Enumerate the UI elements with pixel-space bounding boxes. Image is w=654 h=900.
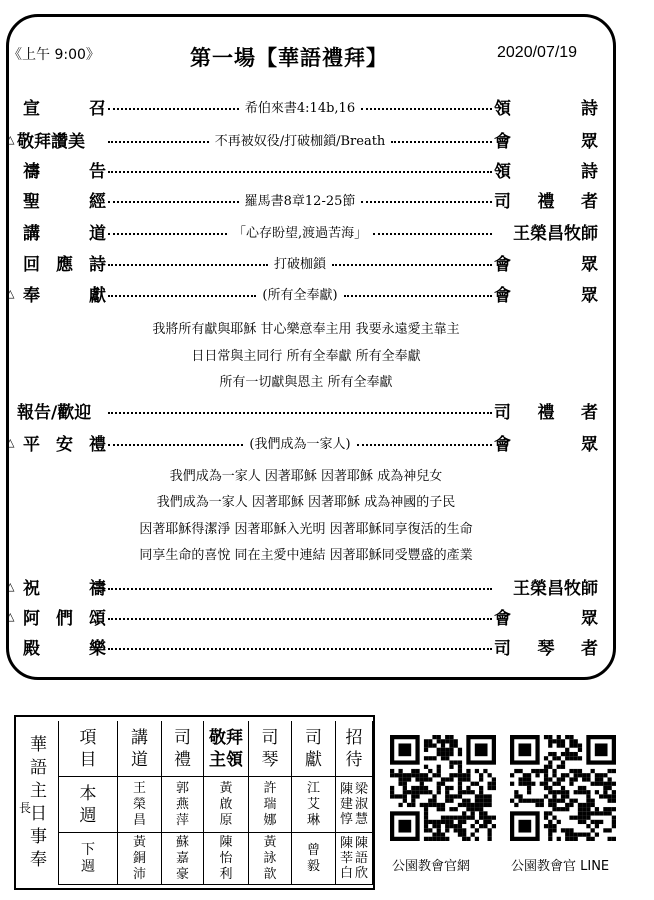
item-name-text: [17, 94, 106, 119]
this-week-person: [204, 777, 249, 833]
cell-char: 莘: [339, 851, 353, 866]
title-char: 主: [30, 781, 47, 801]
this-week-person: [249, 777, 292, 833]
cell-char: 利: [219, 866, 233, 882]
cell-char: 陳: [339, 782, 353, 797]
role-char: 司: [494, 638, 511, 659]
dot-leader: [108, 264, 268, 266]
item-detail-text: 羅馬書8章12-25節: [244, 193, 356, 209]
name-char: 禱: [89, 578, 106, 599]
dot-leader: [108, 141, 209, 143]
dot-leader: [108, 618, 492, 620]
item-detail: [106, 253, 494, 272]
role-char: 司: [494, 191, 511, 212]
cell-char: 詠: [263, 850, 277, 866]
duty-header: [249, 721, 292, 777]
order-row: [6, 94, 598, 118]
order-row: [6, 250, 598, 274]
cell-char: 梁: [355, 782, 369, 797]
cell-char: 講: [131, 727, 148, 748]
next-week-person: [162, 833, 204, 885]
duty-header: [118, 721, 162, 777]
cell-char: 白: [339, 866, 353, 881]
this-week-person: [118, 777, 162, 833]
cell-char: 曾: [306, 842, 320, 858]
name-char: 平: [23, 434, 40, 455]
next-week-person: [204, 833, 249, 885]
item-role: [494, 94, 598, 119]
cell-char: 豪: [175, 866, 189, 882]
dot-leader: [108, 233, 227, 235]
cell-char: 娜: [263, 812, 277, 828]
usher-name: [354, 782, 369, 827]
name-char: 敬拜讚美: [17, 131, 85, 152]
item-name: [6, 574, 106, 599]
item-detail: [106, 190, 494, 209]
name-char: 殿: [23, 638, 40, 659]
dot-leader: [373, 233, 492, 235]
cell-char: 歆: [263, 866, 277, 882]
dot-leader: [391, 141, 492, 143]
role-char: 眾: [581, 434, 598, 455]
cell-char: 蘇: [175, 834, 189, 850]
name-char: 們: [56, 608, 73, 629]
cell-char: 燕: [175, 796, 189, 812]
cell-char: 毅: [306, 858, 320, 874]
qr-code-icon[interactable]: [510, 735, 616, 841]
role-char: 王榮昌牧師: [513, 223, 598, 244]
role-char: 眾: [581, 608, 598, 629]
title-char: 事: [30, 827, 47, 847]
duty-header: [162, 721, 204, 777]
qr-caption-website: 公園教會官網: [392, 859, 471, 874]
dot-leader: [108, 648, 492, 650]
role-char: 領: [494, 161, 511, 182]
dot-leader: [361, 108, 492, 110]
cell-char: 司: [174, 727, 191, 748]
dot-leader: [357, 444, 492, 446]
cell-char: 沛: [132, 866, 146, 882]
cell-char: 瑞: [263, 796, 277, 812]
triangle-marker-icon: △: [6, 579, 15, 593]
name-char: 道: [89, 223, 106, 244]
dot-leader: [108, 412, 492, 414]
cell-char: 惇: [339, 812, 353, 827]
name-char: 奉: [23, 285, 40, 306]
cell-char: 許: [263, 780, 277, 796]
page-title: 第一場【華語禮拜】: [190, 46, 388, 70]
cell-char: 待: [345, 749, 363, 770]
order-row: [6, 430, 598, 454]
qr-code-icon[interactable]: [390, 735, 496, 841]
item-name: [6, 250, 106, 275]
dot-leader: [108, 108, 239, 110]
cell-char: 江: [306, 780, 320, 796]
item-name: [6, 219, 106, 244]
cell-char: 啟: [219, 796, 233, 812]
qr-caption-line: 公園教會官 LINE: [511, 859, 610, 874]
name-char: 阿: [23, 608, 40, 629]
cell-char: 項: [79, 727, 97, 748]
service-time: 《上午 9:00》: [8, 47, 100, 63]
item-role: [494, 219, 598, 244]
item-name: [6, 604, 106, 629]
cell-char: 陳: [355, 836, 369, 851]
cell-char: 黃: [132, 834, 146, 850]
order-row: [6, 398, 598, 422]
title-char: 奉: [30, 850, 47, 870]
triangle-marker-icon: △: [6, 435, 15, 449]
name-char: 聖: [23, 191, 40, 212]
cell-char: 黃: [219, 780, 233, 796]
cell-char: 怡: [219, 850, 233, 866]
cell-char: 建: [339, 797, 353, 812]
role-char: 司: [494, 402, 511, 423]
service-date: 2020/07/19: [497, 44, 578, 61]
item-name-text: [17, 250, 106, 275]
name-char: 安: [56, 434, 73, 455]
cell-char: 榮: [132, 796, 146, 812]
name-char: 祝: [23, 578, 40, 599]
item-name: [6, 187, 106, 212]
item-detail: [106, 433, 494, 452]
title-char: 華: [30, 735, 47, 755]
item-name: [6, 157, 106, 182]
dot-leader: [108, 588, 492, 590]
dot-leader: [108, 171, 492, 173]
name-char: 禱: [23, 161, 40, 182]
role-char: 者: [581, 191, 598, 212]
role-char: 眾: [581, 131, 598, 152]
item-detail: [106, 222, 494, 241]
item-name-text: [17, 604, 106, 629]
role-char: 會: [494, 254, 511, 275]
order-row: [6, 157, 598, 181]
role-char: 者: [581, 638, 598, 659]
title-tag: 長: [19, 801, 32, 815]
role-char: 眾: [581, 254, 598, 275]
lyric-line: 我們成為一家人 因著耶穌 因著耶穌 成為神國的子民: [156, 495, 456, 510]
item-detail-text: (所有全奉獻): [262, 287, 338, 303]
role-char: 禮: [537, 191, 555, 212]
cell-char: 禮: [174, 749, 191, 770]
role-char: 會: [494, 434, 511, 455]
cell-char: 陳: [219, 834, 233, 850]
role-char: 詩: [581, 161, 598, 182]
lyric-line: 同享生命的喜悅 同在主愛中連結 因著耶穌同受豐盛的產業: [139, 548, 473, 563]
usher-name: [354, 836, 369, 881]
duty-title: [19, 721, 59, 885]
item-name: [6, 127, 106, 152]
next-week-label: [59, 833, 118, 885]
triangle-marker-icon: △: [6, 132, 15, 146]
item-role: [494, 430, 598, 455]
order-row: [6, 127, 598, 151]
order-row: [6, 574, 598, 598]
role-char: 者: [581, 402, 598, 423]
cell-char: 嘉: [175, 850, 189, 866]
duty-table: [14, 715, 375, 890]
title-char: 語: [30, 758, 47, 778]
item-name-text: [17, 127, 106, 152]
triangle-marker-icon: △: [6, 286, 15, 300]
name-char: 告: [89, 161, 106, 182]
cell-char: 昌: [132, 812, 146, 828]
item-role: [494, 187, 598, 212]
usher-name: [339, 836, 354, 881]
usher-name: [339, 782, 354, 827]
role-char: 會: [494, 608, 511, 629]
usher-cell: [336, 833, 373, 885]
cell-char: 週: [79, 805, 97, 826]
cell-char: 黃: [263, 834, 277, 850]
name-char: 獻: [89, 285, 106, 306]
item-detail: [106, 97, 494, 116]
order-row: [6, 604, 598, 628]
triangle-marker-icon: △: [6, 609, 15, 623]
item-detail-text: 打破枷鎖: [274, 256, 327, 272]
item-name: [6, 634, 106, 659]
role-char: 會: [494, 131, 511, 152]
order-row: [6, 281, 598, 305]
item-detail: [106, 642, 494, 650]
name-char: 應: [56, 254, 73, 275]
cell-char: 萍: [175, 812, 189, 828]
lyric-line: 所有一切獻與恩主 所有全奉獻: [219, 375, 393, 390]
this-week-label: [59, 777, 118, 833]
role-char: 王榮昌牧師: [513, 578, 598, 599]
duty-header: [292, 721, 336, 777]
cell-char: 王: [132, 780, 146, 796]
item-detail-text: 希伯來書4:14b,16: [244, 100, 356, 116]
cell-char: 淑: [355, 797, 369, 812]
item-name: [6, 94, 106, 119]
duty-header: [204, 721, 249, 777]
dot-leader: [344, 295, 492, 297]
role-char: 詩: [581, 98, 598, 119]
order-row: [6, 219, 598, 243]
item-name: [6, 430, 106, 455]
next-week-person: [118, 833, 162, 885]
this-week-person: [162, 777, 204, 833]
role-char: 禮: [537, 402, 555, 423]
role-char: 會: [494, 285, 511, 306]
item-detail: [106, 284, 494, 303]
duty-header: [59, 721, 118, 777]
name-char: 回: [23, 254, 40, 275]
item-name-text: [17, 430, 106, 455]
next-week-person: [249, 833, 292, 885]
item-role: [494, 281, 598, 306]
duty-header: [336, 721, 373, 777]
usher-cell: [336, 777, 373, 833]
role-char: 琴: [537, 638, 555, 659]
cell-char: 招: [345, 727, 363, 748]
item-role: [494, 157, 598, 182]
name-char: 詩: [89, 254, 106, 275]
name-char: 頌: [89, 608, 106, 629]
item-detail: [106, 165, 494, 173]
item-detail: [106, 582, 494, 590]
dot-leader: [108, 444, 243, 446]
item-name-text: [17, 281, 106, 306]
item-name-text: [17, 398, 106, 423]
role-char: 領: [494, 98, 511, 119]
item-name-text: [17, 574, 106, 599]
cell-char: 本: [79, 783, 97, 804]
dot-leader: [108, 295, 256, 297]
item-detail-text: 「心存盼望,渡過苦海」: [232, 225, 368, 241]
cell-char: 欣: [355, 866, 369, 881]
next-week-person: [292, 833, 336, 885]
cell-char: 琳: [306, 812, 320, 828]
cell-char: 下: [81, 841, 95, 858]
item-name: [6, 398, 106, 423]
cell-char: 司: [261, 727, 279, 748]
lyric-line: 我們成為一家人 因著耶穌 因著耶穌 成為神兒女: [169, 469, 443, 484]
cell-char: 艾: [306, 796, 320, 812]
item-name-text: [17, 219, 106, 244]
cell-char: 司: [305, 727, 322, 748]
cell-char: 陳: [339, 836, 353, 851]
name-char: 報告/歡迎: [17, 402, 92, 423]
cell-char: 語: [355, 851, 369, 866]
cell-char: 敬拜: [209, 727, 243, 748]
item-role: [494, 574, 598, 599]
order-row: [6, 634, 598, 658]
item-role: [494, 250, 598, 275]
cell-char: 主領: [209, 749, 243, 770]
cell-char: 銅: [132, 850, 146, 866]
cell-char: 琴: [261, 749, 279, 770]
item-detail-text: (我們成為一家人): [249, 436, 351, 452]
this-week-person: [292, 777, 336, 833]
name-char: 禮: [89, 434, 106, 455]
cell-char: 道: [131, 749, 148, 770]
item-name-text: [17, 157, 106, 182]
name-char: 宣: [23, 98, 40, 119]
name-char: 經: [89, 191, 106, 212]
item-role: [494, 634, 598, 659]
cell-char: 目: [79, 749, 97, 770]
role-char: 眾: [581, 285, 598, 306]
dot-leader: [361, 201, 492, 203]
item-name: [6, 281, 106, 306]
lyric-line: 因著耶穌得潔淨 因著耶穌入光明 因著耶穌同享復活的生命: [139, 522, 473, 537]
item-detail: [106, 612, 494, 620]
item-name-text: [17, 634, 106, 659]
cell-char: 原: [219, 812, 233, 828]
item-role: [494, 604, 598, 629]
item-role: [494, 127, 598, 152]
dot-leader: [332, 264, 492, 266]
name-char: 樂: [89, 638, 106, 659]
name-char: 召: [89, 98, 106, 119]
item-name-text: [17, 187, 106, 212]
cell-char: 週: [81, 858, 95, 875]
dot-leader: [108, 201, 239, 203]
order-row: [6, 187, 598, 211]
item-detail: [106, 406, 494, 414]
item-detail-text: 不再被奴役/打破枷鎖/Breath: [214, 133, 386, 149]
cell-char: 慧: [355, 812, 369, 827]
name-char: 講: [23, 223, 40, 244]
title-char: 日: [30, 804, 47, 824]
cell-char: 獻: [305, 749, 322, 770]
item-role: [494, 398, 598, 423]
cell-char: 郭: [175, 780, 189, 796]
lyric-line: 我將所有獻與耶穌 甘心樂意奉主用 我要永遠愛主靠主: [152, 322, 460, 337]
item-detail: [106, 130, 494, 149]
lyric-line: 日日常與主同行 所有全奉獻 所有全奉獻: [191, 349, 421, 364]
